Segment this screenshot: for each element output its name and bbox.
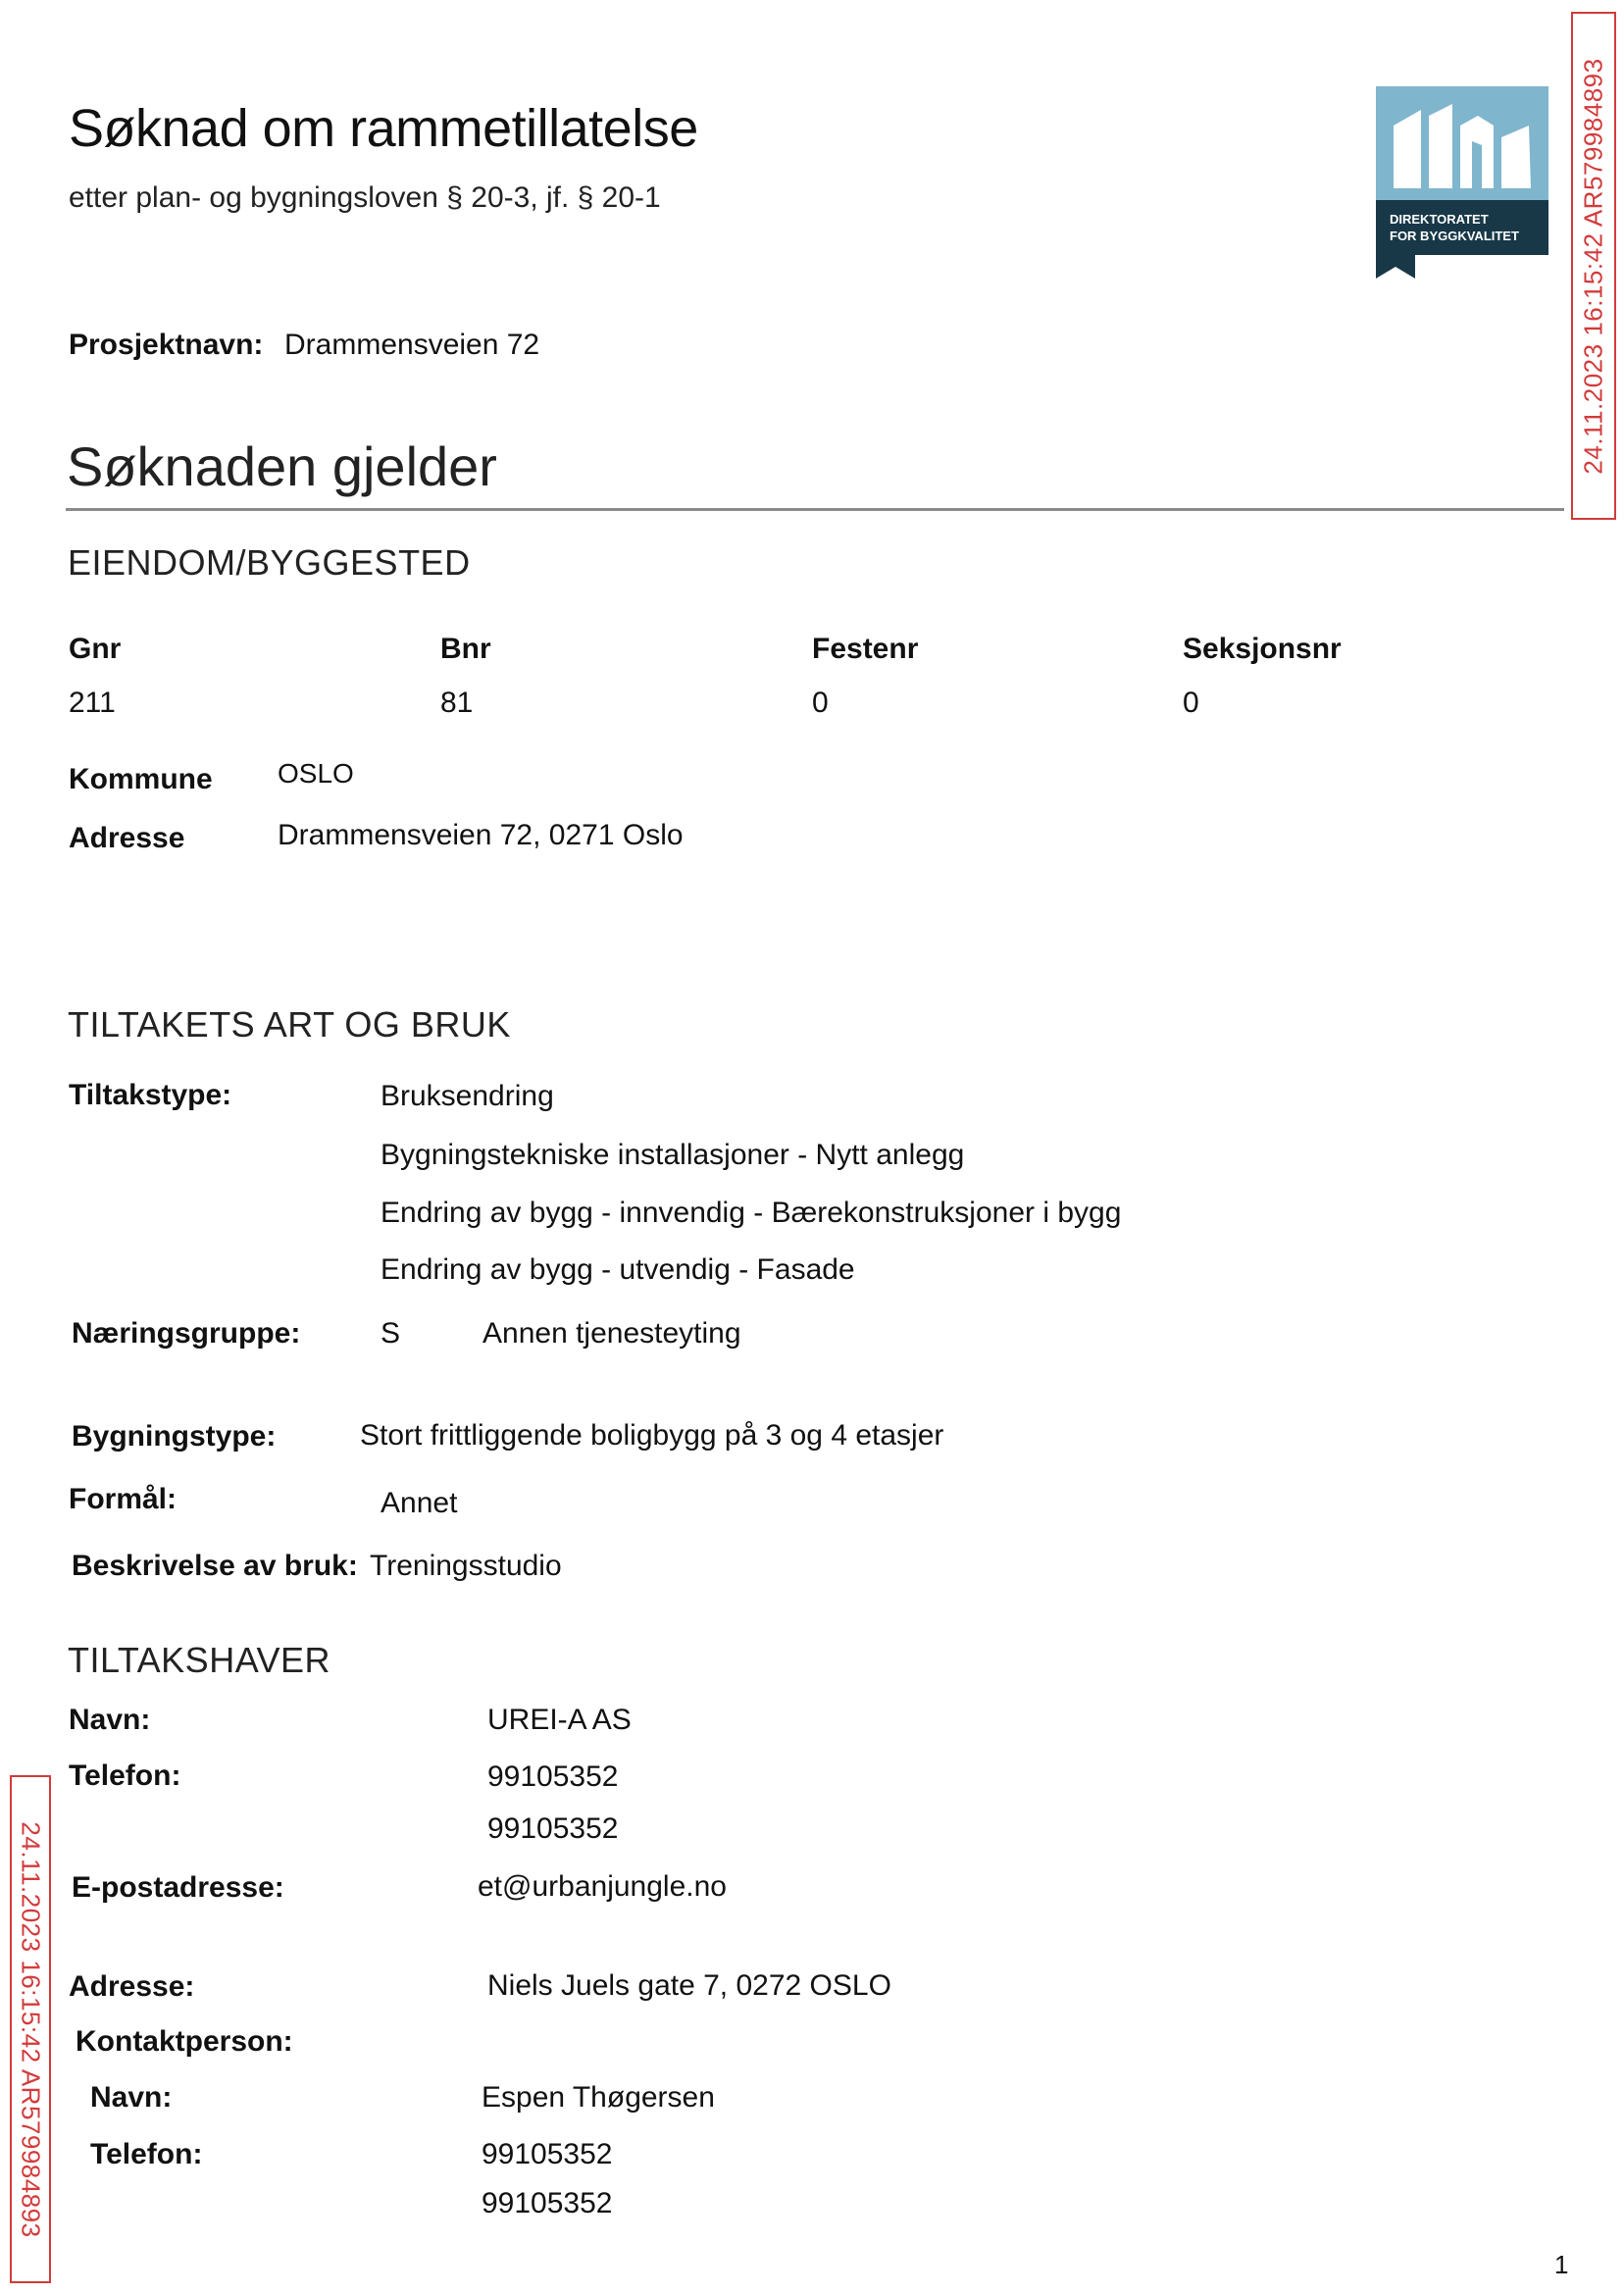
tiltakshaver-adresse-value: Niels Juels gate 7, 0272 OSLO — [487, 1969, 891, 2002]
tiltakshaver-telefon-value: 99105352 — [487, 1812, 619, 1845]
logo-text-1: DIREKTORATET — [1390, 212, 1489, 227]
kommune-value: OSLO — [278, 758, 354, 789]
page-subtitle: etter plan- og bygningsloven § 20-3, jf. § 20-1 — [69, 181, 661, 214]
stamp-text-top: 24.11.2023 16:15:42 AR579984893 — [1578, 57, 1608, 475]
tiltakshaver-epost-label: E-postadresse: — [72, 1871, 284, 1904]
section-heading-tiltak: TILTAKETS ART OG BRUK — [68, 1004, 511, 1045]
naeringsgruppe-label: Næringsgruppe: — [72, 1317, 301, 1350]
adresse-label: Adresse — [69, 822, 185, 854]
gnr-label: Gnr — [69, 633, 122, 665]
timestamp-stamp-bottom — [10, 1775, 51, 2283]
tiltakshaver-telefon-value: 99105352 — [487, 1760, 619, 1793]
stamp-text-bottom: 24.11.2023 16:15:42 AR579984893 — [16, 1820, 46, 2238]
formal-label: Formål: — [69, 1483, 178, 1515]
tiltakstype-item: Bygningstekniske installasjoner - Nytt anlegg — [381, 1139, 965, 1171]
gnr-value: 211 — [69, 687, 116, 719]
project-name-label: Prosjektnavn: — [69, 329, 264, 361]
section-heading-soknaden: Søknaden gjelder — [67, 435, 497, 497]
adresse-value: Drammensveien 72, 0271 Oslo — [278, 819, 684, 851]
dibk-logo-graphic — [1376, 86, 1548, 279]
bygningstype-value: Stort frittliggende boligbygg på 3 og 4 etasjer — [360, 1419, 944, 1452]
festenr-value: 0 — [812, 687, 829, 719]
tiltakstype-item: Bruksendring — [381, 1080, 554, 1112]
bnr-label: Bnr — [440, 633, 491, 665]
bygningstype-label: Bygningstype: — [72, 1420, 277, 1453]
beskrivelse-value: Treningsstudio — [370, 1550, 562, 1582]
kontaktperson-telefon-label: Telefon: — [90, 2138, 203, 2170]
seksjonsnr-label: Seksjonsnr — [1183, 633, 1342, 665]
section-divider — [66, 508, 1564, 511]
tiltakstype-item: Endring av bygg - utvendig - Fasade — [381, 1253, 855, 1286]
timestamp-stamp-top — [1571, 12, 1616, 520]
bnr-value: 81 — [440, 687, 474, 719]
dibk-logo — [1376, 86, 1548, 279]
section-heading-tiltakshaver: TILTAKSHAVER — [68, 1640, 331, 1680]
tiltakshaver-adresse-label: Adresse: — [69, 1970, 195, 2003]
kontaktperson-telefon-value: 99105352 — [482, 2138, 613, 2170]
kontaktperson-navn-value: Espen Thøgersen — [482, 2081, 715, 2114]
beskrivelse-label: Beskrivelse av bruk: — [72, 1550, 358, 1582]
tiltakshaver-navn-value: UREI-A AS — [487, 1704, 632, 1736]
page-number: 1 — [1554, 2250, 1569, 2279]
project-name-value: Drammensveien 72 — [284, 329, 540, 361]
tiltakshaver-epost-value: et@urbanjungle.no — [478, 1870, 727, 1903]
page-title: Søknad om rammetillatelse — [69, 99, 698, 158]
kommune-label: Kommune — [69, 763, 213, 795]
tiltakshaver-navn-label: Navn: — [69, 1704, 151, 1736]
naeringsgruppe-text: Annen tjenesteyting — [482, 1317, 741, 1350]
kontaktperson-navn-label: Navn: — [90, 2081, 173, 2114]
tiltakstype-item: Endring av bygg - innvendig - Bærekonstruksjoner i bygg — [381, 1197, 1122, 1229]
tiltakstype-label: Tiltakstype: — [69, 1079, 232, 1111]
section-heading-eiendom: EIENDOM/BYGGESTED — [68, 542, 471, 583]
seksjonsnr-value: 0 — [1183, 687, 1199, 719]
kontaktperson-telefon-value: 99105352 — [482, 2187, 613, 2219]
tiltakshaver-telefon-label: Telefon: — [69, 1759, 181, 1792]
kontaktperson-label: Kontaktperson: — [76, 2025, 293, 2058]
logo-text-2: FOR BYGGKVALITET — [1390, 229, 1519, 243]
naeringsgruppe-code: S — [381, 1317, 401, 1350]
festenr-label: Festenr — [812, 633, 919, 665]
formal-value: Annet — [381, 1487, 458, 1519]
